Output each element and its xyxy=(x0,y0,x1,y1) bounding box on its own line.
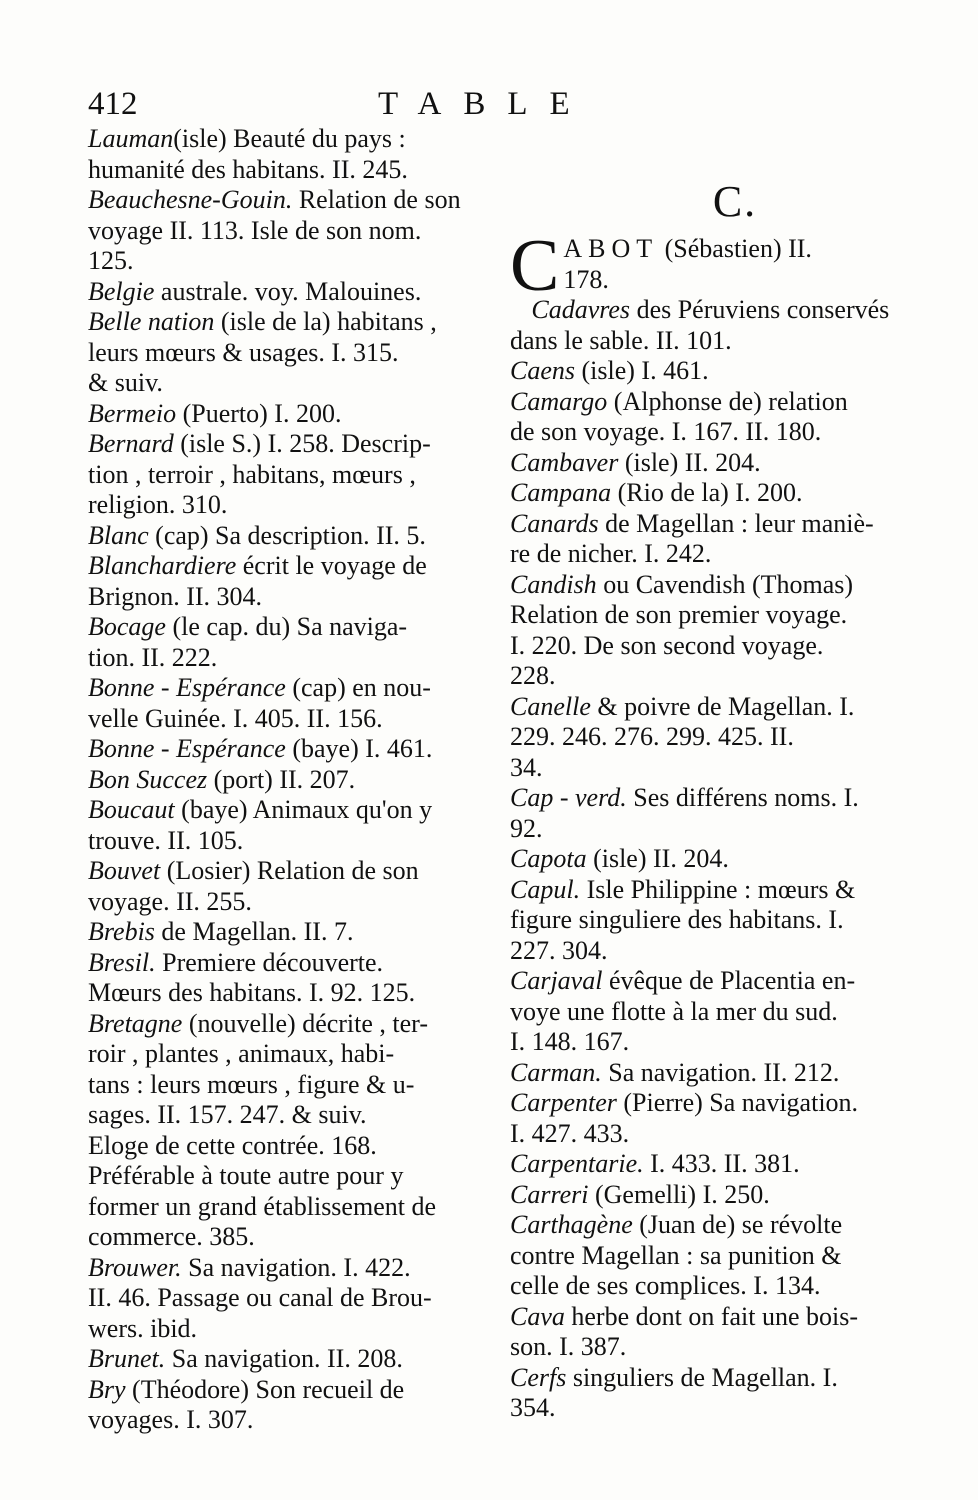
index-entry xyxy=(510,783,910,844)
entry-text: Sa navigation. II. 208. xyxy=(165,1344,403,1373)
entry-text: (cap) Sa description. II. 5. xyxy=(148,520,426,550)
headword: Caens xyxy=(510,356,575,385)
entry-text: I. 433. II. 381. xyxy=(643,1149,800,1178)
drop-cap: C xyxy=(510,225,560,307)
index-entry xyxy=(88,521,488,552)
headword: Blanc xyxy=(88,520,149,550)
entry-text: (Juan de) se révolte xyxy=(632,1210,843,1239)
entry-text: humanité des habitans. II. 245. xyxy=(88,154,408,184)
headword: Candish xyxy=(510,569,597,599)
index-entry xyxy=(510,1363,910,1424)
entry-text: I. 148. 167. xyxy=(510,1027,630,1056)
index-entry xyxy=(510,387,910,448)
index-entry xyxy=(510,875,910,967)
headword: Cap - verd. xyxy=(510,783,627,812)
entry-text: voyages. I. 307. xyxy=(88,1405,254,1434)
index-entry xyxy=(510,448,910,479)
entry-text: 354. xyxy=(510,1393,556,1422)
entry-text: Isle Philippine : mœurs & xyxy=(580,874,856,904)
entry-text: (isle) I. 461. xyxy=(575,356,709,385)
entry-text: 92. xyxy=(510,813,543,843)
index-entry xyxy=(510,356,910,387)
entry-text: roir , plantes , animaux, habi- xyxy=(88,1039,395,1068)
entry-text: Ses différens noms. I. xyxy=(626,783,859,812)
entry-text: ou Cavendish (Thomas) xyxy=(596,569,854,599)
index-entry xyxy=(510,1302,910,1363)
entry-text: & poivre de Magellan. I. xyxy=(590,691,855,721)
headword: Carman. xyxy=(510,1057,602,1087)
headword: Carjaval xyxy=(510,966,603,995)
entry-text: (Losier) Relation de son xyxy=(160,856,419,885)
entry-text: (baye) Animaux qu'on y xyxy=(174,795,433,824)
index-entry xyxy=(88,124,488,185)
entry-text: voyage. II. 255. xyxy=(88,886,252,916)
entry-text: I. 427. 433. xyxy=(510,1118,630,1148)
entry-text: dans le sable. II. 101. xyxy=(510,325,732,355)
index-entry xyxy=(510,844,910,875)
headword: Camargo xyxy=(510,386,608,416)
index-entry xyxy=(88,1375,488,1436)
entry-text: & suiv. xyxy=(88,368,163,397)
index-entry xyxy=(510,1058,910,1089)
entry-text: singuliers de Magellan. I. xyxy=(566,1362,838,1392)
entry-text: tion. II. 222. xyxy=(88,642,218,672)
entry-text: des Péruviens conservés xyxy=(630,295,890,324)
headword: Cambaver xyxy=(510,447,619,477)
entry-text: 229. 246. 276. 299. 425. II. xyxy=(510,722,794,751)
entry-text: (Sébastien) II. xyxy=(658,234,812,263)
entry-text: (Rio de la) I. 200. xyxy=(611,478,803,507)
entry-text: commerce. 385. xyxy=(88,1222,255,1251)
headword: Cava xyxy=(510,1301,565,1331)
headword: Brouwer. xyxy=(88,1252,182,1282)
index-column-right xyxy=(510,177,910,1424)
entry-text: (isle de la) habitans , xyxy=(214,307,437,336)
entry-text: Mœurs des habitans. I. 92. 125. xyxy=(88,978,416,1007)
headword: Capul. xyxy=(510,874,581,904)
entry-text: de Magellan : leur maniè- xyxy=(598,508,874,538)
headword: Carpentarie. xyxy=(510,1149,644,1178)
index-entry xyxy=(88,1344,488,1375)
index-entry xyxy=(88,277,488,308)
headword: Belgie xyxy=(88,276,155,306)
index-entry xyxy=(510,570,910,692)
section-letter: C. xyxy=(712,177,758,226)
headword: Blanchardiere xyxy=(88,551,237,580)
headword: Bresil. xyxy=(88,947,156,977)
entry-text: Relation de son xyxy=(292,185,461,214)
entry-text: II. 46. Passage ou canal de Brou- xyxy=(88,1283,432,1312)
entry-text: australe. voy. Malouines. xyxy=(154,276,422,306)
headword: Bermeio xyxy=(88,398,177,428)
entry-text: tion , terroir , habitans, mœurs , xyxy=(88,459,416,489)
entry-text: 227. 304. xyxy=(510,935,608,965)
index-entry xyxy=(88,307,488,399)
index-entry xyxy=(88,765,488,796)
headword: Cadavres xyxy=(531,295,631,324)
entry-text: 125. xyxy=(88,246,134,275)
index-entry xyxy=(88,1253,488,1345)
index-entry xyxy=(510,1180,910,1211)
entry-text: son. I. 387. xyxy=(510,1332,627,1361)
entry-text: (isle) II. 204. xyxy=(586,844,729,873)
entry-text: écrit le voyage de xyxy=(236,551,427,580)
entry-text: Brignon. II. 304. xyxy=(88,581,263,611)
index-entry xyxy=(88,673,488,734)
index-column-left xyxy=(88,124,488,1436)
headword: Bon Succez xyxy=(88,764,208,794)
entry-text: trouve. II. 105. xyxy=(88,825,244,855)
entry-line: 178. xyxy=(563,264,609,294)
entry-text: évêque de Placentia en- xyxy=(602,966,856,995)
headword: Bretagne xyxy=(88,1008,183,1038)
entry-text: (Alphonse de) relation xyxy=(607,386,848,416)
entry-text: sages. II. 157. 247. & suiv. xyxy=(88,1100,367,1129)
entry-text: 228. xyxy=(510,661,556,690)
headword: Bocage xyxy=(88,612,166,641)
entry-text: (nouvelle) décrite , ter- xyxy=(182,1008,428,1038)
entry-text: 34. xyxy=(510,752,543,782)
index-entry xyxy=(88,734,488,765)
headword: Bernard xyxy=(88,429,174,458)
index-entry xyxy=(88,1009,488,1253)
entry-text: voyage II. 113. Isle de son nom. xyxy=(88,215,422,245)
entry-text: (isle) II. 204. xyxy=(618,447,761,477)
entry-text: Eloge de cette contrée. 168. xyxy=(88,1130,377,1160)
index-entry xyxy=(88,612,488,673)
entry-text: Préférable à toute autre pour y xyxy=(88,1161,404,1190)
entry-text: contre Magellan : sa punition & xyxy=(510,1240,842,1270)
index-entry xyxy=(88,399,488,430)
entry-text: celle de ses complices. I. 134. xyxy=(510,1271,821,1300)
entry-text: (isle S.) I. 258. Descrip- xyxy=(173,429,431,458)
index-entry xyxy=(510,1088,910,1149)
entry-text: Relation de son premier voyage. xyxy=(510,600,848,629)
headword: Lauman xyxy=(88,124,174,153)
entry-text: voye une flotte à la mer du sud. xyxy=(510,996,838,1026)
entry-text: de son voyage. I. 167. II. 180. xyxy=(510,417,822,446)
index-entry xyxy=(88,948,488,1009)
page-header xyxy=(88,86,598,126)
entry-text: velle Guinée. I. 405. II. 156. xyxy=(88,703,383,733)
headword: Canards xyxy=(510,508,599,538)
index-entry xyxy=(510,966,910,1058)
entry-text: (Pierre) Sa navigation. xyxy=(616,1088,859,1117)
index-entry xyxy=(510,1149,910,1180)
index-entry xyxy=(510,1210,910,1302)
index-entry xyxy=(510,692,910,784)
entry-text: wers. ibid. xyxy=(88,1313,198,1343)
entry-text: (cap) en nou- xyxy=(285,673,431,702)
entry-text: leurs mœurs & usages. I. 315. xyxy=(88,337,399,367)
entry-text: re de nicher. I. 242. xyxy=(510,539,712,568)
headword: Campana xyxy=(510,478,612,507)
index-entry-cabot xyxy=(510,225,910,307)
headword: Carreri xyxy=(510,1179,589,1209)
entry-text: religion. 310. xyxy=(88,490,228,519)
headword: Carthagène xyxy=(510,1210,633,1239)
headword: Boucaut xyxy=(88,795,175,824)
entry-text: former un grand établissement de xyxy=(88,1191,436,1221)
headword: Cerfs xyxy=(510,1362,567,1392)
index-entry xyxy=(510,478,910,509)
index-entry xyxy=(88,185,488,277)
entry-text: (port) II. 207. xyxy=(207,764,356,794)
entry-text: (isle) Beauté du pays : xyxy=(173,124,406,153)
index-entry xyxy=(510,295,910,356)
entry-text: I. 220. De son second voyage. xyxy=(510,630,824,660)
index-entry xyxy=(88,856,488,917)
page-number: 412 xyxy=(88,86,138,122)
index-entry xyxy=(88,917,488,948)
headword: Canelle xyxy=(510,691,591,721)
entry-text: tans : leurs mœurs , figure & u- xyxy=(88,1069,415,1099)
headword: Beauchesne-Gouin. xyxy=(88,185,293,214)
headword: Brunet. xyxy=(88,1344,166,1373)
headword: Bonne - Espérance xyxy=(88,734,286,763)
headword: Bouvet xyxy=(88,856,161,885)
index-entry xyxy=(88,795,488,856)
headword: Capota xyxy=(510,844,587,873)
headword: Brebis xyxy=(88,917,155,946)
entry-text: Premiere découverte. xyxy=(155,947,384,977)
headword: Bry xyxy=(88,1374,126,1404)
entry-text: Sa navigation. II. 212. xyxy=(601,1057,840,1087)
entry-text: (le cap. du) Sa naviga- xyxy=(165,612,408,641)
entry-text: figure singuliere des habitans. I. xyxy=(510,905,844,934)
entry-text: (Théodore) Son recueil de xyxy=(125,1374,405,1404)
index-entry xyxy=(510,509,910,570)
entry-text: herbe dont on fait une bois- xyxy=(564,1301,859,1331)
entry-text: (Gemelli) I. 250. xyxy=(588,1179,770,1209)
entry-text: de Magellan. II. 7. xyxy=(154,917,354,946)
index-entry xyxy=(88,429,488,521)
headword: Carpenter xyxy=(510,1088,617,1117)
entry-text: Sa navigation. I. 422. xyxy=(181,1252,411,1282)
headword: ABOT xyxy=(563,234,659,263)
index-entry xyxy=(88,551,488,612)
page-title: TABLE xyxy=(378,86,592,122)
entry-text: (Puerto) I. 200. xyxy=(176,398,342,428)
headword: Bonne - Espérance xyxy=(88,673,286,702)
entry-text: (baye) I. 461. xyxy=(285,734,433,763)
headword: Belle nation xyxy=(88,307,215,336)
